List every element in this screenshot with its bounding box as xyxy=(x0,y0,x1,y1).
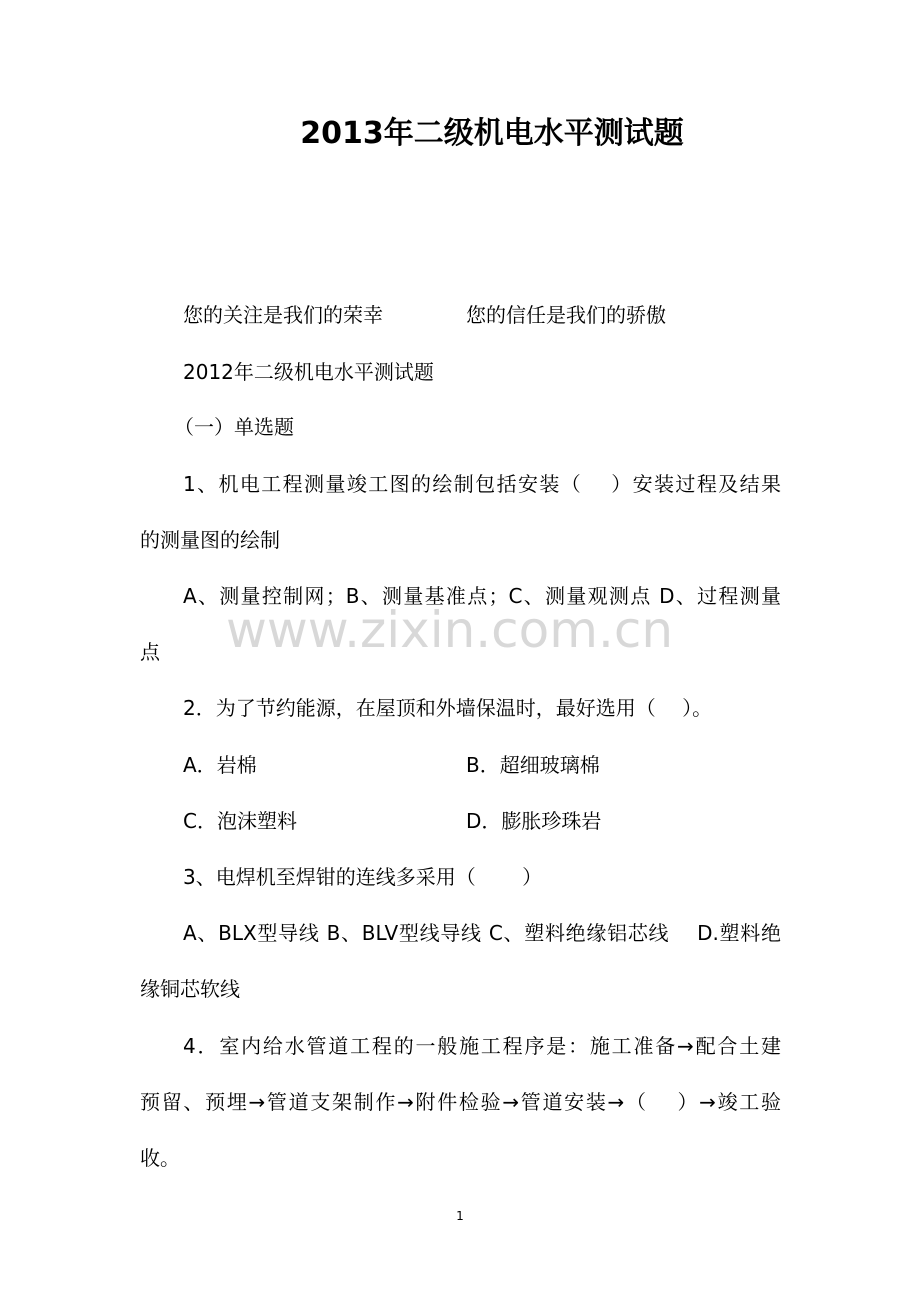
watermark: www.zixin.com.cn xyxy=(226,601,674,659)
page-number: 1 xyxy=(456,1209,464,1223)
question-4-stem-line1: 4．室内给水管道工程的一般施工程序是：施工准备→配合土建 xyxy=(183,1034,781,1058)
question-3-stem: 3、电焊机至焊钳的连线多采用（ ） xyxy=(183,865,543,889)
question-2-stem: 2．为了节约能源，在屋顶和外墙保温时，最好选用（ ）。 xyxy=(183,696,713,720)
subtitle: 2012年二级机电水平测试题 xyxy=(183,360,434,384)
question-1-options-line1: A、测量控制网；B、测量基准点；C、测量观测点 D、过程测量 xyxy=(183,584,781,608)
question-2-option-c: C．泡沫塑料 xyxy=(183,809,297,833)
section-heading: （一）单选题 xyxy=(174,415,294,439)
question-4-stem-line2: 预留、预埋→管道支架制作→附件检验→管道安装→（ ）→竣工验 xyxy=(140,1090,781,1114)
question-4-stem-line3: 收。 xyxy=(140,1146,180,1170)
question-1-options-line2: 点 xyxy=(140,640,160,664)
question-1-stem-line1: 1、机电工程测量竣工图的绘制包括安装（ ）安装过程及结果 xyxy=(183,472,781,496)
question-2-option-b: B．超细玻璃棉 xyxy=(466,753,600,777)
question-2-option-d: D．膨胀珍珠岩 xyxy=(466,809,602,833)
slogan-right: 您的信任是我们的骄傲 xyxy=(466,303,666,327)
question-3-options-line1: A、BLX型导线 B、BLV型线导线 C、塑料绝缘铝芯线 D.塑料绝 xyxy=(183,921,781,945)
question-1-stem-line2: 的测量图的绘制 xyxy=(140,528,280,552)
document-title: 2013年二级机电水平测试题 xyxy=(300,116,684,151)
question-2-option-a: A．岩棉 xyxy=(183,753,257,777)
question-3-options-line2: 缘铜芯软线 xyxy=(140,977,240,1001)
slogan-left: 您的关注是我们的荣幸 xyxy=(183,303,383,327)
